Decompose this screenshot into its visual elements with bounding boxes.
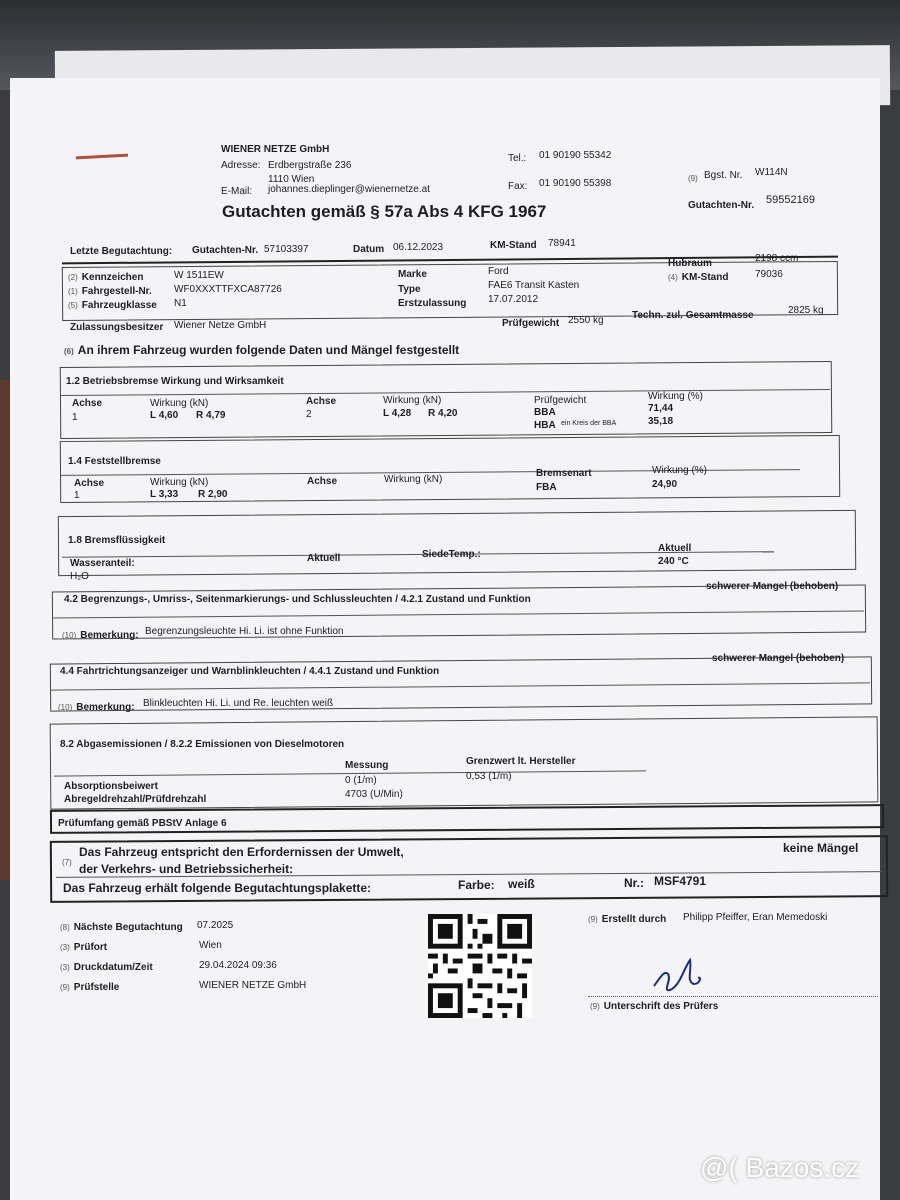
pruefgewicht-value: 2550 kg (568, 315, 604, 326)
s82-messung-header: Messung (345, 760, 389, 771)
section-4-4-status: schwerer Mangel (behoben) (712, 653, 845, 664)
signature-line (588, 996, 878, 997)
last-inspection-label: Letzte Begutachtung: (70, 246, 173, 257)
druckdatum-label: Druckdatum/Zeit (73, 962, 153, 973)
company-email: johannes.dieplinger@wienernetze.at (268, 184, 430, 195)
next-inspection-value: 07.2025 (197, 920, 234, 931)
s18-siede-value: 240 °C (658, 556, 689, 567)
pruefumfang-text: Prüfumfang gemäß PBStV Anlage 6 (58, 818, 227, 829)
company-name: WIENER NETZE GmbH (221, 144, 330, 155)
km-row: (4) KM-Stand (668, 272, 729, 283)
klasse-value: N1 (174, 298, 187, 309)
document-title: Gutachten gemäß § 57a Abs 4 KFG 1967 (222, 202, 547, 221)
s42-remark-label: Bemerkung: (80, 630, 139, 641)
result-status: keine Mängel (783, 841, 859, 855)
farbe-value: weiß (508, 877, 535, 891)
erstzulassung-value: 17.07.2012 (488, 294, 539, 305)
s14-bremsenart-header: Bremsenart (536, 468, 592, 479)
nr-value: MSF4791 (654, 874, 707, 888)
findings-heading-row: (6) An ihrem Fahrzeug wurden folgende Daten und Mängel festgestellt (64, 343, 460, 357)
marke-label: Marke (398, 269, 427, 280)
bgst-value: W114N (755, 167, 788, 178)
klasse-label: Fahrzeugklasse (81, 300, 157, 311)
last-date-value: 06.12.2023 (393, 242, 444, 253)
last-km-value: 78941 (548, 238, 576, 249)
s12-hba-value: 35,18 (648, 416, 674, 427)
erstellt-row: (9) Erstellt durch (588, 914, 667, 925)
type-value: FAE6 Transit Kasten (488, 280, 580, 291)
s82-grenzwert-header: Grenzwert lt. Hersteller (466, 756, 576, 767)
kennzeichen-label: Kennzeichen (81, 272, 144, 283)
s14-achse-header: Achse (74, 478, 105, 489)
s12-axle-2-right: R 4,20 (428, 408, 458, 419)
last-gutachten-value: 57103397 (264, 244, 309, 255)
last-date-label: Datum (353, 244, 385, 255)
next-inspection-row: (8) Nächste Begutachtung (60, 922, 183, 933)
company-city: 1110 Wien (268, 174, 315, 185)
s18-aktuell2-header: Aktuell (658, 543, 692, 554)
s12-wirkung2-header: Wirkung (kN) (383, 395, 442, 406)
plakette-label: Das Fahrzeug erhält folgende Begutachtungsplakette: (63, 881, 372, 895)
bgst-number: (9) (688, 174, 698, 183)
pruefort-label: Prüfort (73, 942, 108, 953)
druckdatum-value: 29.04.2024 09:36 (199, 960, 277, 971)
qr-code-icon (428, 914, 532, 1018)
s18-wasser-label: Wasseranteil: (70, 558, 135, 569)
s12-axle-1-left: L 4,60 (150, 410, 179, 421)
farbe-label: Farbe: (458, 878, 495, 892)
s12-wirkung-header: Wirkung (kN) (150, 398, 209, 409)
unterschrift-row: (9) Unterschrift des Prüfers (590, 1001, 719, 1012)
s12-bba-value: 71,44 (648, 403, 674, 414)
s14-wirkung2-header: Wirkung (kN) (384, 474, 443, 485)
gesamtmasse-value: 2825 kg (788, 305, 824, 316)
findings-heading: An ihrem Fahrzeug wurden folgende Daten und Mängel festgestellt (77, 343, 460, 357)
email-label: E-Mail: (221, 186, 253, 197)
s82-absorption-label: Absorptionsbeiwert (64, 781, 158, 792)
section-1-2-title: 1.2 Betriebsbremse Wirkung und Wirksamkeit (66, 376, 284, 387)
besitzer-label: Zulassungsbesitzer (70, 322, 164, 333)
marke-value: Ford (488, 266, 509, 277)
s12-axle-2: 2 (306, 409, 312, 420)
gutachten-nr-value: 59552169 (766, 194, 815, 206)
company-street: Erdbergstraße 236 (268, 160, 352, 171)
erstellt-label: Erstellt durch (601, 914, 667, 925)
s42-remark-row: (10) Bemerkung: (62, 630, 139, 641)
s82-absorption-value: 0 (1/m) (345, 775, 377, 786)
bgst-label: Bgst. Nr. (704, 170, 743, 181)
s12-hba-label: HBA (534, 420, 556, 431)
s12-wirkung-pct-header: Wirkung (%) (648, 391, 704, 402)
pruefgewicht-label: Prüfgewicht (502, 318, 560, 329)
hubraum-value: 2198 ccm (755, 253, 799, 264)
s82-absorption-limit: 0,53 (1/m) (466, 771, 512, 782)
pruefstelle-value: WIENER NETZE GmbH (199, 980, 307, 991)
signature-icon (650, 950, 710, 998)
s12-achse-header: Achse (72, 398, 103, 409)
km-value: 79036 (755, 269, 783, 280)
address-label: Adresse: (221, 160, 261, 171)
kennzeichen-value: W 1511EW (174, 270, 224, 281)
s14-axle-1-right: R 2,90 (198, 489, 228, 500)
s12-hba-note: ein Kreis der BBA (561, 420, 617, 427)
s14-axle-1-left: L 3,33 (150, 489, 179, 500)
s44-remark-row: (10) Bemerkung: (58, 702, 135, 713)
result-number: (7) (62, 858, 72, 867)
gutachten-nr-label: Gutachten-Nr. (688, 200, 755, 211)
s14-axle-1: 1 (74, 490, 80, 501)
section-1-4-title: 1.4 Feststellbremse (68, 456, 161, 467)
s18-h2o-label: H₂O (70, 571, 89, 582)
s12-axle-2-left: L 4,28 (383, 408, 412, 419)
hubraum-label: Hubraum (668, 258, 712, 269)
pruefstelle-label: Prüfstelle (73, 982, 120, 993)
last-km-label: KM-Stand (490, 240, 537, 251)
klasse-row: (5) Fahrzeugklasse (68, 300, 157, 311)
result-line-2: der Verkehrs- und Betriebssicherheit: (79, 862, 294, 876)
s12-axle-1: 1 (72, 412, 78, 423)
s12-achse2-header: Achse (306, 396, 337, 407)
unterschrift-label: Unterschrift des Prüfers (603, 1001, 719, 1012)
section-8-2-title: 8.2 Abgasemissionen / 8.2.2 Emissionen von Dieselmotoren (60, 739, 345, 750)
s14-fba-value: 24,90 (652, 479, 678, 490)
pruefort-row: (3) Prüfort (60, 942, 108, 953)
section-4-4-title: 4.4 Fahrtrichtungsanzeiger und Warnblinkleuchten / 4.4.1 Zustand und Funktion (60, 666, 440, 677)
erstzulassung-label: Erstzulassung (398, 298, 467, 309)
s44-remark-label: Bemerkung: (76, 702, 135, 713)
s14-wirkung-header: Wirkung (kN) (150, 477, 209, 488)
s82-drehzahl-value: 4703 (U/Min) (345, 789, 403, 800)
section-1-8-title: 1.8 Bremsflüssigkeit (68, 535, 166, 546)
s14-wirkung-pct-header: Wirkung (%) (652, 465, 708, 476)
fax-label: Fax: (508, 181, 528, 192)
s12-axle-1-right: R 4,79 (196, 410, 226, 421)
s12-bba-label: BBA (534, 407, 556, 418)
next-inspection-label: Nächste Begutachtung (73, 922, 183, 933)
fahrgestell-value: WF0XXXTTFXCA87726 (174, 284, 282, 295)
result-line-1: Das Fahrzeug entspricht den Erfordernissen der Umwelt, (79, 845, 404, 859)
km-label: KM-Stand (681, 272, 729, 283)
s14-achse2-header: Achse (307, 476, 338, 487)
s18-siede-label: SiedeTemp.: (422, 549, 481, 560)
kennzeichen-row: (2) Kennzeichen (68, 272, 144, 283)
section-4-2-title: 4.2 Begrenzungs-, Umriss-, Seitenmarkierungs- und Schlussleuchten / 4.2.1 Zustand und Funktion (64, 594, 531, 605)
druckdatum-row: (3) Druckdatum/Zeit (60, 962, 153, 973)
s44-remark-text: Blinkleuchten Hi. Li. und Re. leuchten weiß (143, 698, 334, 709)
pruefort-value: Wien (199, 940, 222, 951)
nr-label: Nr.: (624, 876, 645, 890)
s82-drehzahl-label: Abregeldrehzahl/Prüfdrehzahl (64, 794, 207, 805)
section-4-2-status: schwerer Mangel (behoben) (706, 581, 839, 592)
tel-label: Tel.: (508, 153, 527, 164)
s14-fba-label: FBA (536, 482, 557, 493)
section-1-8-box (58, 510, 856, 576)
company-fax: 01 90190 55398 (539, 178, 612, 189)
s18-aktuell-header: Aktuell (307, 553, 341, 564)
erstellt-value: Philipp Pfeiffer, Eran Memedoski (683, 912, 828, 923)
last-gutachten-label: Gutachten-Nr. (192, 245, 259, 256)
gesamtmasse-label: Techn. zul. Gesamtmasse (632, 310, 754, 321)
company-tel: 01 90190 55342 (539, 150, 612, 161)
pruefstelle-row: (9) Prüfstelle (60, 982, 120, 993)
fahrgestell-label: Fahrgestell-Nr. (81, 286, 152, 297)
s12-pruefgewicht-header: Prüfgewicht (534, 395, 587, 406)
besitzer-value: Wiener Netze GmbH (174, 320, 267, 331)
s42-remark-text: Begrenzungsleuchte Hi. Li. ist ohne Funktion (145, 626, 344, 637)
fahrgestell-row: (1) Fahrgestell-Nr. (68, 286, 152, 297)
type-label: Type (398, 284, 421, 295)
bazos-watermark: @( Bazos.cz (700, 1152, 860, 1183)
